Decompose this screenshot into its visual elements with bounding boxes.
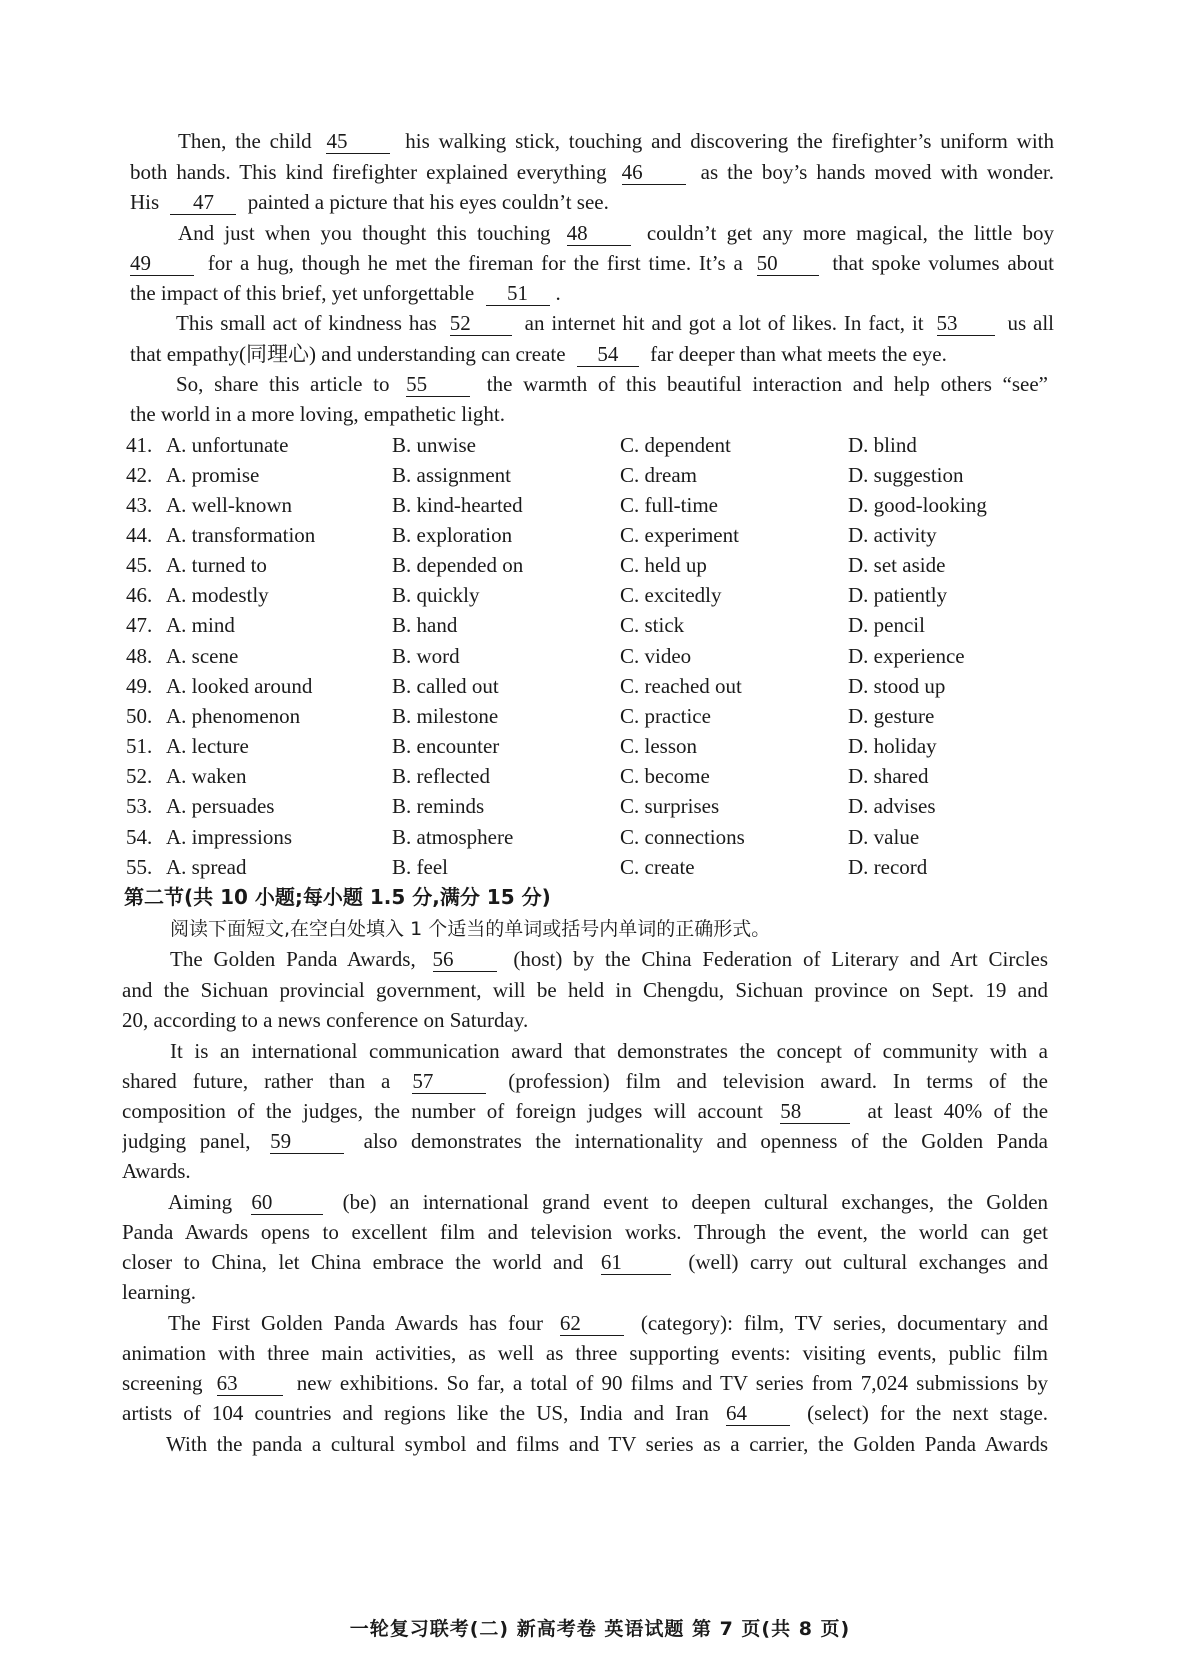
option-b: B. exploration: [392, 523, 513, 547]
option-number: 41.: [126, 433, 153, 457]
blank-64: 64: [726, 1401, 790, 1426]
blank-58: 58: [780, 1099, 850, 1124]
blank-61: 61: [601, 1250, 671, 1275]
passage-line: closer to China, let China embrace the world and 61 (well) carry out cultural exchanges and: [122, 1250, 1048, 1274]
option-number: 52.: [126, 764, 153, 788]
passage-line: Aiming 60 (be) an international grand event to deepen cultural exchanges, the Golden: [168, 1190, 1048, 1214]
passage-line: that empathy(同理心) and understanding can create 54 far deeper than what meets the eye.: [130, 342, 947, 366]
option-number: 55.: [126, 855, 153, 879]
option-a: A. well-known: [166, 493, 292, 517]
option-c: C. video: [620, 644, 692, 668]
option-b: B. unwise: [392, 433, 476, 457]
option-number: 47.: [126, 613, 153, 637]
option-b: B. depended on: [392, 553, 524, 577]
passage-line: His 47 painted a picture that his eyes couldn’t see.: [130, 190, 609, 214]
option-c: C. dream: [620, 463, 697, 487]
blank-57: 57: [412, 1069, 486, 1094]
option-number: 44.: [126, 523, 153, 547]
passage-line: This small act of kindness has 52 an internet hit and got a lot of likes. In fact, it 53 us all: [176, 311, 1054, 335]
option-b: B. feel: [392, 855, 448, 879]
passage-line: the world in a more loving, empathetic light.: [130, 402, 505, 426]
option-d: D. suggestion: [848, 463, 964, 487]
passage-line: judging panel, 59 also demonstrates the internationality and openness of the Golden Panda: [122, 1129, 1048, 1153]
passage-line: artists of 104 countries and regions like the US, India and Iran 64 (select) for the next stage.: [122, 1401, 1048, 1425]
passage-line: 49 for a hug, though he met the fireman for the first time. It’s a 50 that spoke volumes about: [130, 251, 1054, 275]
passage-line: animation with three main activities, as well as three supporting events: visiting events, public film: [122, 1341, 1048, 1365]
option-d: D. stood up: [848, 674, 946, 698]
option-b: B. milestone: [392, 704, 499, 728]
blank-55: 55: [406, 372, 470, 397]
option-c: C. stick: [620, 613, 685, 637]
passage-line: both hands. This kind firefighter explained everything 46 as the boy’s hands moved with wonder.: [130, 160, 1054, 184]
option-d: D. gesture: [848, 704, 935, 728]
option-d: D. advises: [848, 794, 936, 818]
option-a: A. scene: [166, 644, 239, 668]
blank-46: 46: [622, 160, 686, 185]
option-a: A. persuades: [166, 794, 275, 818]
option-a: A. turned to: [166, 553, 267, 577]
option-a: A. modestly: [166, 583, 269, 607]
option-a: A. looked around: [166, 674, 313, 698]
blank-49: 49: [130, 251, 194, 276]
passage-line: screening 63 new exhibitions. So far, a total of 90 films and TV series from 7,024 submissions by: [122, 1371, 1048, 1395]
option-d: D. holiday: [848, 734, 937, 758]
option-a: A. mind: [166, 613, 235, 637]
option-a: A. promise: [166, 463, 260, 487]
passage-line: Panda Awards opens to excellent film and television works. Through the event, the world can get: [122, 1220, 1048, 1244]
option-c: C. lesson: [620, 734, 698, 758]
option-number: 49.: [126, 674, 153, 698]
option-number: 51.: [126, 734, 153, 758]
passage-line: composition of the judges, the number of foreign judges will account 58 at least 40% of the: [122, 1099, 1048, 1123]
option-a: A. waken: [166, 764, 247, 788]
section-instruction: 阅读下面短文,在空白处填入 1 个适当的单词或括号内单词的正确形式。: [170, 918, 771, 940]
option-c: C. reached out: [620, 674, 742, 698]
passage-line: the impact of this brief, yet unforgettable 51 .: [130, 281, 561, 305]
option-b: B. reminds: [392, 794, 485, 818]
option-d: D. activity: [848, 523, 937, 547]
option-number: 42.: [126, 463, 153, 487]
option-d: D. pencil: [848, 613, 925, 637]
blank-56: 56: [433, 947, 497, 972]
option-c: C. become: [620, 764, 710, 788]
option-b: B. encounter: [392, 734, 500, 758]
blank-54: 54: [577, 342, 639, 367]
blank-50: 50: [757, 251, 819, 276]
blank-52: 52: [450, 311, 512, 336]
option-number: 50.: [126, 704, 153, 728]
option-d: D. set aside: [848, 553, 946, 577]
passage-line: and the Sichuan provincial government, will be held in Chengdu, Sichuan province on Sept. 19 and: [122, 978, 1048, 1002]
blank-53: 53: [937, 311, 995, 336]
passage-line: learning.: [122, 1280, 197, 1304]
option-number: 45.: [126, 553, 153, 577]
passage-line: So, share this article to 55 the warmth of this beautiful interaction and help others “see”: [176, 372, 1048, 396]
option-b: B. assignment: [392, 463, 511, 487]
option-c: C. full-time: [620, 493, 718, 517]
option-number: 46.: [126, 583, 153, 607]
option-d: D. value: [848, 825, 920, 849]
option-b: B. kind-hearted: [392, 493, 523, 517]
blank-47: 47: [170, 190, 236, 215]
option-number: 48.: [126, 644, 153, 668]
option-c: C. connections: [620, 825, 745, 849]
passage-line: And just when you thought this touching 48 couldn’t get any more magical, the little boy: [178, 221, 1054, 245]
section-title: 第二节(共 10 小题;每小题 1.5 分,满分 15 分): [124, 885, 551, 909]
option-number: 53.: [126, 794, 153, 818]
passage-line: Awards.: [122, 1159, 191, 1183]
blank-60: 60: [251, 1190, 323, 1215]
option-d: D. record: [848, 855, 928, 879]
option-b: B. word: [392, 644, 460, 668]
option-c: C. practice: [620, 704, 711, 728]
blank-51: 51: [486, 281, 550, 306]
option-d: D. patiently: [848, 583, 948, 607]
option-a: A. transformation: [166, 523, 316, 547]
passage-line: It is an international communication award that demonstrates the concept of community with a: [170, 1039, 1048, 1063]
option-d: D. blind: [848, 433, 917, 457]
option-d: D. good-looking: [848, 493, 987, 517]
blank-45: 45: [326, 129, 390, 154]
option-a: A. spread: [166, 855, 247, 879]
passage-line: With the panda a cultural symbol and films and TV series as a carrier, the Golden Panda Awards: [166, 1432, 1048, 1456]
option-b: B. reflected: [392, 764, 490, 788]
option-b: B. hand: [392, 613, 458, 637]
option-c: C. experiment: [620, 523, 739, 547]
option-c: C. excitedly: [620, 583, 722, 607]
option-b: B. atmosphere: [392, 825, 514, 849]
option-c: C. surprises: [620, 794, 720, 818]
option-number: 54.: [126, 825, 153, 849]
blank-48: 48: [567, 221, 631, 246]
blank-63: 63: [217, 1371, 283, 1396]
option-d: D. experience: [848, 644, 965, 668]
option-a: A. phenomenon: [166, 704, 301, 728]
option-number: 43.: [126, 493, 153, 517]
option-c: C. dependent: [620, 433, 731, 457]
passage-line: 20, according to a news conference on Saturday.: [122, 1008, 529, 1032]
option-b: B. quickly: [392, 583, 480, 607]
passage-line: shared future, rather than a 57 (profession) film and television award. In terms of the: [122, 1069, 1048, 1093]
blank-59: 59: [270, 1129, 344, 1154]
passage-line: Then, the child 45 his walking stick, touching and discovering the firefighter’s uniform with: [178, 129, 1054, 153]
option-a: A. lecture: [166, 734, 249, 758]
passage-line: The First Golden Panda Awards has four 62 (category): film, TV series, documentary and: [168, 1311, 1048, 1335]
option-c: C. held up: [620, 553, 707, 577]
page-footer: 一轮复习联考(二) 新高考卷 英语试题 第 7 页(共 8 页): [349, 1618, 851, 1640]
option-a: A. unfortunate: [166, 433, 289, 457]
option-c: C. create: [620, 855, 695, 879]
blank-62: 62: [560, 1311, 624, 1336]
passage-line: The Golden Panda Awards, 56 (host) by the China Federation of Literary and Art Circles: [170, 947, 1048, 971]
option-a: A. impressions: [166, 825, 292, 849]
option-b: B. called out: [392, 674, 499, 698]
option-d: D. shared: [848, 764, 929, 788]
